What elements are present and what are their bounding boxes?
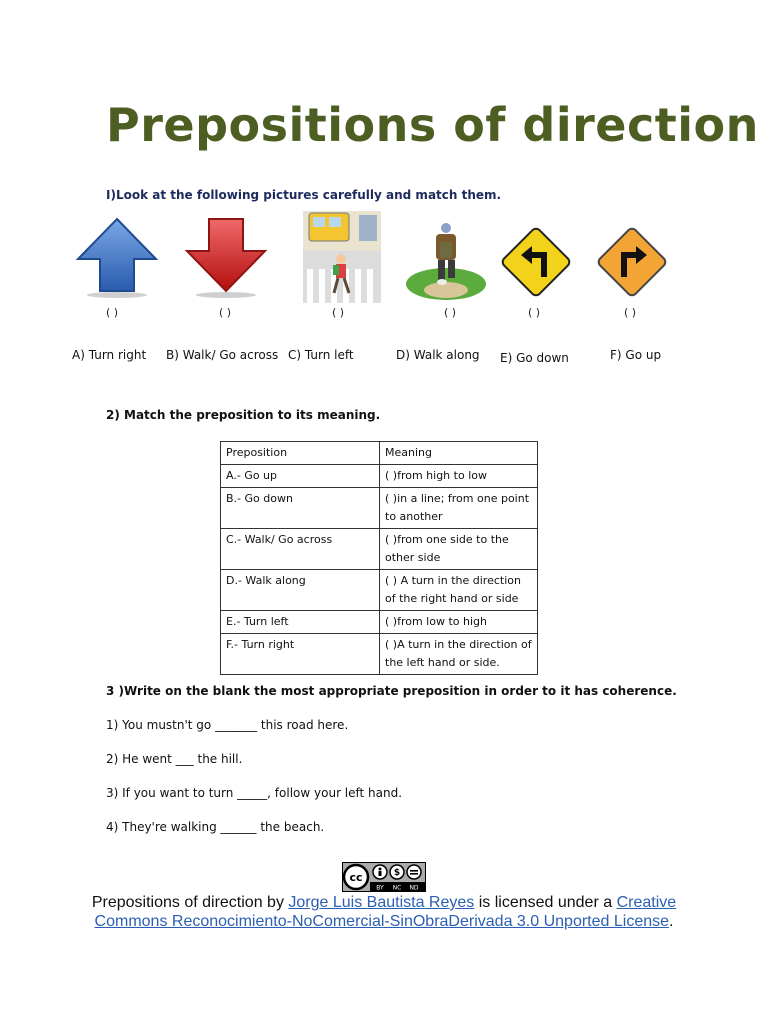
preposition-cell: A.- Go up	[221, 465, 380, 488]
preposition-cell: D.- Walk along	[221, 570, 380, 611]
match-table	[220, 441, 538, 675]
crossing-street-scene	[303, 211, 381, 303]
option-e: E) Go down	[500, 351, 569, 365]
work-title: Prepositions of direction	[91, 894, 263, 911]
cc-license-badge[interactable]	[342, 862, 426, 892]
badge-label: ND	[409, 884, 419, 892]
page-title: Prepositions of direction	[106, 98, 759, 152]
table-row	[221, 611, 538, 634]
turn-left-sign	[497, 223, 575, 301]
meaning-cell: ( )from low to high	[380, 611, 538, 634]
preposition-cell: F.- Turn right	[221, 634, 380, 675]
option-f: F) Go up	[610, 348, 662, 362]
table-row	[221, 465, 538, 488]
exercise-sentence: 2) He went ___ the hill.	[106, 752, 243, 766]
author-link[interactable]: Jorge Luis Bautista Reyes	[288, 894, 475, 911]
meaning-cell: ( )from high to low	[380, 465, 538, 488]
answer-blank: ( )	[444, 306, 457, 319]
badge-label: BY	[376, 884, 384, 892]
option-a: A) Turn right	[72, 348, 147, 362]
arrow-down-icon	[183, 215, 269, 299]
answer-blank: ( )	[219, 306, 232, 319]
answer-blank: ( )	[624, 306, 637, 319]
column-header: Preposition	[221, 442, 380, 465]
answer-blank: ( )	[332, 306, 345, 319]
svg-text:$: $	[393, 868, 401, 878]
section3-instruction: 3 )Write on the blank the most appropriate preposition in order to it has coherence.	[106, 684, 677, 698]
svg-text:cc: cc	[349, 871, 363, 884]
licensed-text: is licensed under a	[474, 894, 617, 911]
preposition-cell: B.- Go down	[221, 488, 380, 529]
preposition-cell: E.- Turn left	[221, 611, 380, 634]
turn-right-sign	[593, 223, 671, 301]
meaning-cell: ( ) A turn in the direction of the right hand or side	[380, 570, 538, 611]
table-row	[221, 488, 538, 529]
preposition-cell: C.- Walk/ Go across	[221, 529, 380, 570]
table-row	[221, 529, 538, 570]
arrow-up-icon	[74, 215, 160, 299]
exercise-sentence: 4) They're walking ______ the beach.	[106, 820, 325, 834]
option-c: C) Turn left	[288, 348, 354, 362]
section1-instruction: I)Look at the following pictures carefully and match them.	[106, 188, 502, 202]
table-row	[221, 634, 538, 675]
meaning-cell: ( )in a line; from one point to another	[380, 488, 538, 529]
table-header-row	[221, 442, 538, 465]
license-link[interactable]: Creative Commons Reconocimiento-NoComercial-SinObraDerivada 3.0 Unported License	[94, 894, 677, 930]
meaning-cell: ( )A turn in the direction of the left hand or side.	[380, 634, 538, 675]
column-header: Meaning	[380, 442, 538, 465]
license-end: .	[669, 913, 674, 930]
exercise-sentence: 1) You mustn't go _______ this road here.	[106, 718, 349, 732]
answer-blank: ( )	[528, 306, 541, 319]
by-text: by	[262, 894, 289, 911]
hiker-walking-picture	[404, 220, 488, 304]
option-d: D) Walk along	[396, 348, 480, 362]
meaning-cell: ( )from one side to the other side	[380, 529, 538, 570]
license-notice	[84, 893, 684, 931]
section2-instruction: 2) Match the preposition to its meaning.	[106, 408, 381, 422]
badge-label: NC	[392, 884, 402, 892]
table-row	[221, 570, 538, 611]
exercise-sentence: 3) If you want to turn _____, follow your left hand.	[106, 786, 403, 800]
option-b: B) Walk/ Go across	[166, 348, 279, 362]
answer-blank: ( )	[106, 306, 119, 319]
